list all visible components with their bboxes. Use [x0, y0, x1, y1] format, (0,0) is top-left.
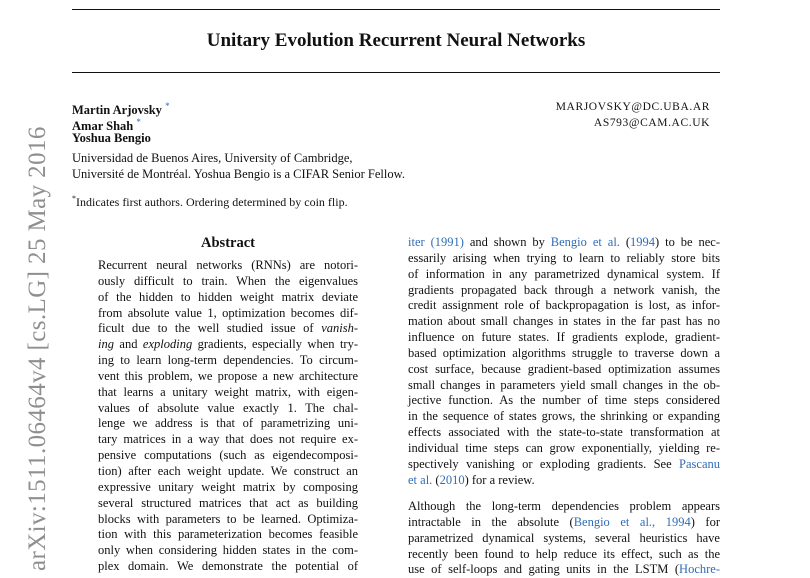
text-line: several structured matrices that act as building [98, 495, 358, 510]
text-line: that learns a unitary weight matrix, with eigen- [98, 384, 358, 399]
footnote-mark: * [72, 194, 76, 203]
text-line: ing to learn long-term dependencies. To circum- [98, 353, 358, 368]
text-line: individual time steps can grow exponentially, yielding re- [408, 440, 720, 455]
text-line: ing and exploding gradients, especially when try- [98, 337, 358, 352]
text-line: jective function. As the number of time steps considered [408, 393, 720, 408]
intro-paragraph-2 [408, 499, 720, 578]
author-3 [72, 130, 151, 146]
arxiv-stamp: arXiv:1511.06464v4 [cs.LG] 25 May 2016 [24, 126, 51, 571]
text-line: spectively vanishing or exploding gradients. See Pascanu [408, 456, 720, 471]
text-line: vent this problem, we propose a new architecture [98, 368, 358, 383]
author-1-email: MARJOVSKY@DC.UBA.AR [555, 101, 710, 113]
text-line: small changes in parameters yield small changes in the ob- [408, 377, 720, 392]
text-line: use of self-loops and gating units in the LSTM (Hochre- [408, 562, 720, 577]
citation-link[interactable]: Hochre- [679, 562, 720, 577]
text-line: cost surface, because gradient-based optimization assumes [408, 361, 720, 376]
author-name: Yoshua Bengio [72, 131, 151, 145]
text-line: mation about small changes in states in the far past has no [408, 314, 720, 329]
first-author-mark: * [165, 101, 170, 111]
text-line: in the sequence of states grows, the shrinking or expanding [408, 409, 720, 424]
text-line: tion) after each weight update. We construct an [98, 463, 358, 478]
text-line: effects associated with the state-to-state transformation at [408, 425, 720, 440]
citation-link[interactable]: Bengio et al., 1994 [573, 514, 691, 529]
text-line: essarily arising when trying to learn to reliably store bits [408, 250, 720, 265]
text-line: intractable in the absolute (Bengio et al., 1994) for [408, 514, 720, 529]
text-line: gradients propagated back through a network vanish, the [408, 282, 720, 297]
citation-link[interactable]: Pascanu [679, 456, 720, 471]
footnote-text: Indicates first authors. Ordering determined by coin flip. [76, 195, 348, 209]
text-line: from absolute value 1, optimization becomes dif- [98, 305, 358, 320]
intro-paragraph-1 [408, 235, 720, 489]
text-line: of the hidden to hidden weight matrix deviate [98, 289, 358, 304]
text-line: blocks with parameters to be learned. Optimiza- [98, 511, 358, 526]
affiliation-line: Université de Montréal. Yoshua Bengio is a CIFAR Senior Fellow. [72, 167, 405, 181]
text-line: based optimization algorithms struggle to traverse down a [408, 345, 720, 360]
footnote [72, 191, 348, 210]
text-line: tary matrices in a way that does not require ex- [98, 432, 358, 447]
text-line: ously difficult to train. When the eigenvalues [98, 273, 358, 288]
text-line: of information in any parametrized dynamical system. If [408, 266, 720, 281]
text-line: pensive computations (such as eigendecomposi- [98, 448, 358, 463]
citation-link[interactable]: et al. [408, 472, 433, 487]
citation-link[interactable]: 2010 [439, 472, 465, 487]
text-line: iter (1991) and shown by Bengio et al. (1994) to be nec- [408, 235, 720, 249]
text-line: lenge we address is that of parametrizing uni- [98, 416, 358, 431]
text-line: recently been found to help reduce its effect, such as the [408, 546, 720, 561]
citation-link[interactable]: 1994 [630, 235, 656, 249]
text-line: only when considering hidden states in the com- [98, 543, 358, 558]
text-line: expressive unitary weight matrix by composing [98, 479, 358, 494]
abstract-heading: Abstract [201, 235, 255, 251]
abstract-body [98, 258, 358, 575]
text-line: Recurrent neural networks (RNNs) are notori- [98, 258, 358, 272]
author-name: Amar Shah [72, 119, 134, 134]
author-name: Martin Arjovsky [72, 103, 162, 118]
text-line: influence on future states. If gradients explode, gradient- [408, 330, 720, 345]
paper-title: Unitary Evolution Recurrent Neural Networks [206, 30, 586, 51]
title-rule-top [72, 9, 720, 10]
citation-link[interactable]: iter (1991) [408, 235, 464, 249]
text-line: parametrized dynamical systems, several heuristics have [408, 530, 720, 545]
text-line: ficult due to the well studied issue of vanish- [98, 321, 358, 336]
text-line: Although the long-term dependencies problem appears [408, 499, 720, 513]
first-author-mark: * [136, 117, 141, 127]
affiliation-line: Universidad de Buenos Aires, University of Cambridge, [72, 151, 353, 165]
text-line: tion with this parameterization becomes feasible [98, 527, 358, 542]
citation-link[interactable]: Bengio et al. [550, 235, 620, 249]
text-line: values of absolute value exactly 1. The chal- [98, 400, 358, 415]
text-line: credit assignment role of backpropagation is lost, as infor- [408, 298, 720, 313]
text-line: et al. (2010) for a review. [408, 472, 535, 487]
author-2-email: AS793@CAM.AC.UK [593, 117, 710, 129]
text-line: plex domain. We demonstrate the potential of [98, 559, 358, 574]
title-rule-bottom [72, 72, 720, 73]
